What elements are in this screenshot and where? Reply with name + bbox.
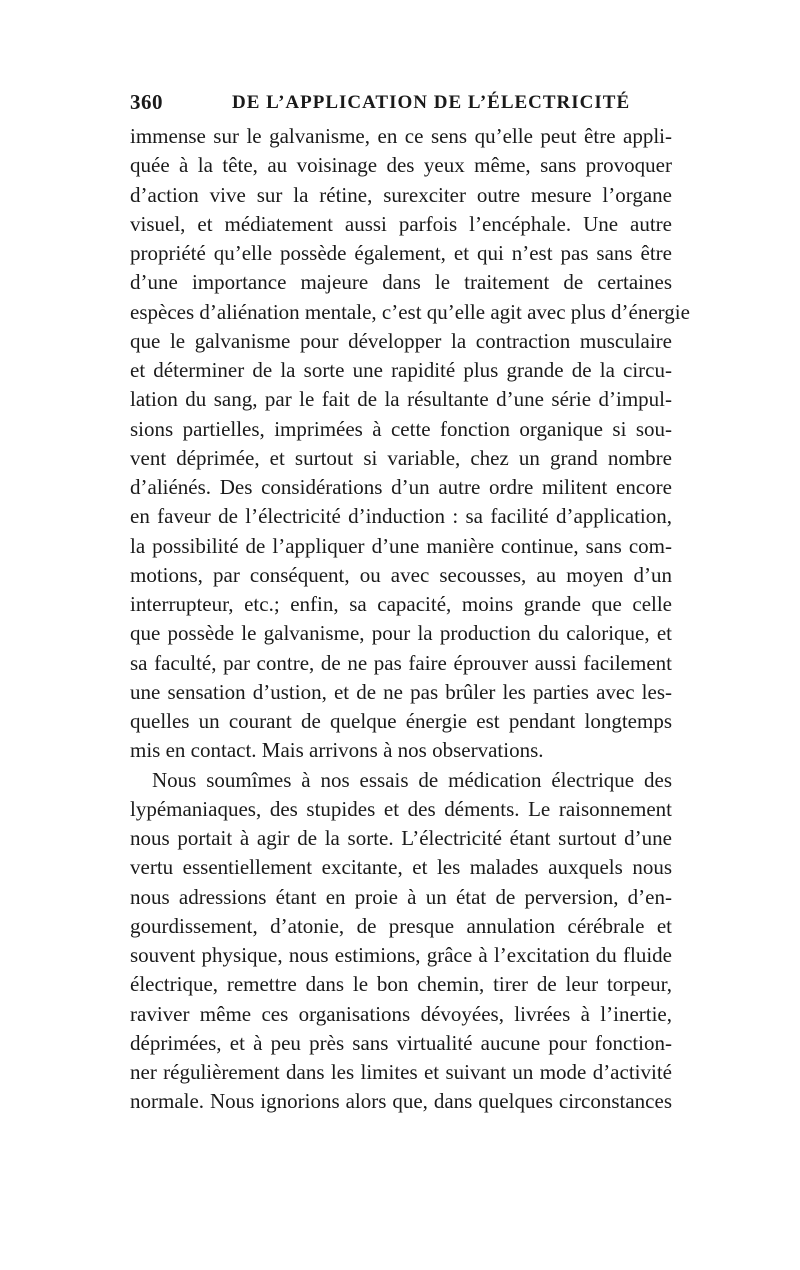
text-line: souvent physique, nous estimions, grâce à l’excitation du fluide (130, 943, 672, 967)
text-line: quelles un courant de quelque énergie est pendant longtemps (130, 709, 672, 733)
text-line: vent déprimée, et surtout si variable, chez un grand nombre (130, 445, 672, 470)
body-text (130, 122, 690, 1117)
text-line: électrique, remettre dans le bon chemin, tirer de leur torpeur, (130, 972, 672, 997)
text-line: d’une importance majeure dans le traitement de certaines (130, 270, 672, 295)
text-line: nous portait à agir de la sorte. L’électricité étant surtout d’une (130, 826, 672, 850)
running-head (130, 90, 672, 120)
text-line: mis en contact. Mais arrivons à nos observations. (130, 738, 544, 763)
text-line: sa faculté, par contre, de ne pas faire éprouver aussi facilement (130, 650, 672, 675)
text-line: ner régulièrement dans les limites et suivant un mode d’activité (130, 1060, 672, 1084)
text-line: propriété qu’elle possède également, et qui n’est pas sans être (130, 241, 672, 265)
text-line: nous adressions étant en proie à un état de perversion, d’en- (130, 884, 672, 909)
text-line: vertu essentiellement excitante, et les malades auxquels nous (130, 855, 672, 880)
text-line: interrupteur, etc.; enfin, sa capacité, moins grande que celle (130, 592, 672, 616)
text-line: une sensation d’ustion, et de ne pas brûler les parties avec les- (130, 679, 672, 704)
text-line: d’action vive sur la rétine, surexciter outre mesure l’organe (130, 182, 672, 207)
text-line: et déterminer de la sorte une rapidité plus grande de la circu- (130, 358, 672, 382)
text-line: la possibilité de l’appliquer d’une manière continue, sans com- (130, 533, 672, 558)
text-line: normale. Nous ignorions alors que, dans quelques circonstances (130, 1089, 672, 1114)
text-line: motions, par conséquent, ou avec secousses, au moyen d’un (130, 562, 672, 587)
text-line: lation du sang, par le fait de la résultante d’une série d’impul- (130, 387, 672, 412)
text-line: en faveur de l’électricité d’induction : sa facilité d’application, (130, 504, 672, 529)
text-line: quée à la tête, au voisinage des yeux même, sans provoquer (130, 153, 672, 178)
text-line: déprimées, et à peu près sans virtualité aucune pour fonction- (130, 1030, 672, 1055)
text-line: gourdissement, d’atonie, de presque annulation cérébrale et (130, 913, 672, 938)
text-line: que le galvanisme pour développer la contraction musculaire (130, 328, 672, 353)
text-line: visuel, et médiatement aussi parfois l’encéphale. Une autre (130, 211, 672, 236)
text-line: sions partielles, imprimées à cette fonction organique si sou- (130, 416, 672, 441)
text-line: raviver même ces organisations dévoyées, livrées à l’inertie, (130, 1001, 672, 1026)
running-title: DE L’APPLICATION DE L’ÉLECTRICITÉ (232, 92, 631, 113)
text-line: espèces d’aliénation mentale, c’est qu’elle agit avec plus d’énergie (130, 299, 690, 324)
text-line: immense sur le galvanisme, en ce sens qu’elle peut être appli- (130, 124, 672, 148)
text-line: lypémaniaques, des stupides et des déments. Le raisonnement (130, 796, 672, 821)
text-line: Nous soumîmes à nos essais de médication électrique des (152, 767, 672, 792)
text-line: d’aliénés. Des considérations d’un autre ordre militent encore (130, 475, 672, 499)
page-number: 360 (130, 90, 163, 114)
text-line: que possède le galvanisme, pour la production du calorique, et (130, 621, 672, 646)
